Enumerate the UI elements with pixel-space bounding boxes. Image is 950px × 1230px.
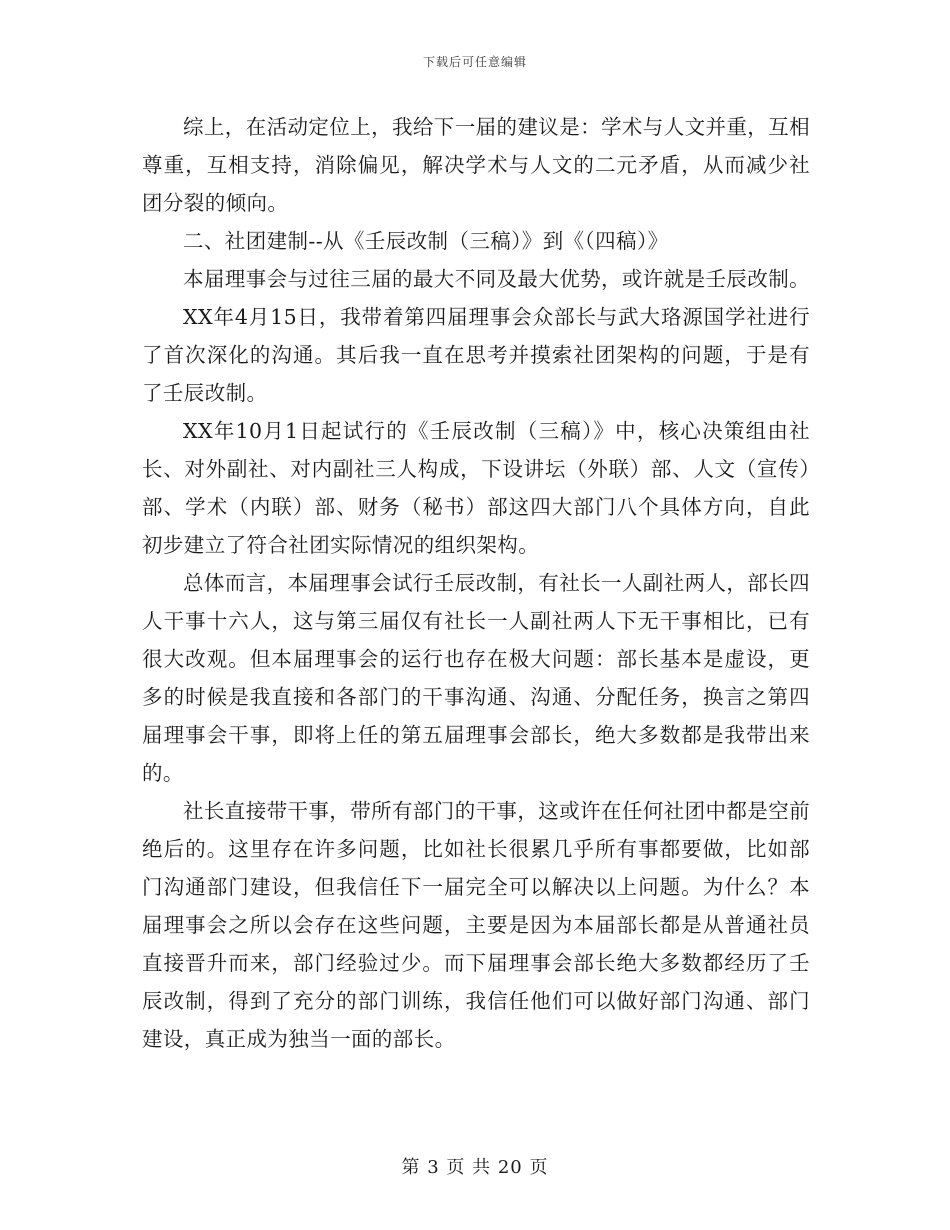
- page-header-note: 下载后可任意编辑: [422, 55, 527, 69]
- document-body: [142, 108, 810, 1058]
- paragraph-intro: 本届理事会与过往三届的最大不同及最大优势，或许就是壬辰改制。: [183, 267, 810, 291]
- page-number: 第 3 页 共 20 页: [401, 1157, 549, 1178]
- paragraph-president: 社长直接带干事，带所有部门的干事，这或许在任何社团中都是空前绝后的。这里存在许多问题，比如社长很累几乎所有事都要做，比如部门沟通部门建设，但我信任下一届完全可以解决以上问题。为什么？本届理事会之所以会存在这些问题，主要是因为本届部长都是从普通社员直接晋升而来，部门经验过少。而下届理事会部长绝大多数都经历了壬辰改制，得到了充分的部门训练，我信任他们可以做好部门沟通、部门建设，真正成为独当一面的部长。: [142, 799, 810, 1051]
- paragraph-summary: 综上，在活动定位上，我给下一届的建议是：学术与人文并重，互相尊重，互相支持，消除偏见，解决学术与人文的二元矛盾，从而减少社团分裂的倾向。: [142, 115, 810, 215]
- paragraph-october: XX年10月1日起试行的《壬辰改制（三稿）》中，核心决策组由社长、对外副社、对内副社三人构成，下设讲坛（外联）部、人文（宣传）部、学术（内联）部、财务（秘书）部这四大部门八个具体方向，自此初步建立了符合社团实际情况的组织架构。: [142, 419, 810, 557]
- paragraph-overall: 总体而言，本届理事会试行壬辰改制，有社长一人副社两人，部长四人干事十六人，这与第三届仅有社长一人副社两人下无干事相比，已有很大改观。但本届理事会的运行也存在极大问题：部长基本是虚设，更多的时候是我直接和各部门的干事沟通、沟通、分配任务，换言之第四届理事会干事，即将上任的第五届理事会部长，绝大多数都是我带出来的。: [142, 571, 810, 785]
- paragraph-april: XX年4月15日，我带着第四届理事会众部长与武大珞源国学社进行了首次深化的沟通。其后我一直在思考并摸索社团架构的问题，于是有了壬辰改制。: [142, 305, 810, 405]
- section-heading: 二、社团建制--从《壬辰改制（三稿）》到《（四稿）》: [183, 229, 669, 253]
